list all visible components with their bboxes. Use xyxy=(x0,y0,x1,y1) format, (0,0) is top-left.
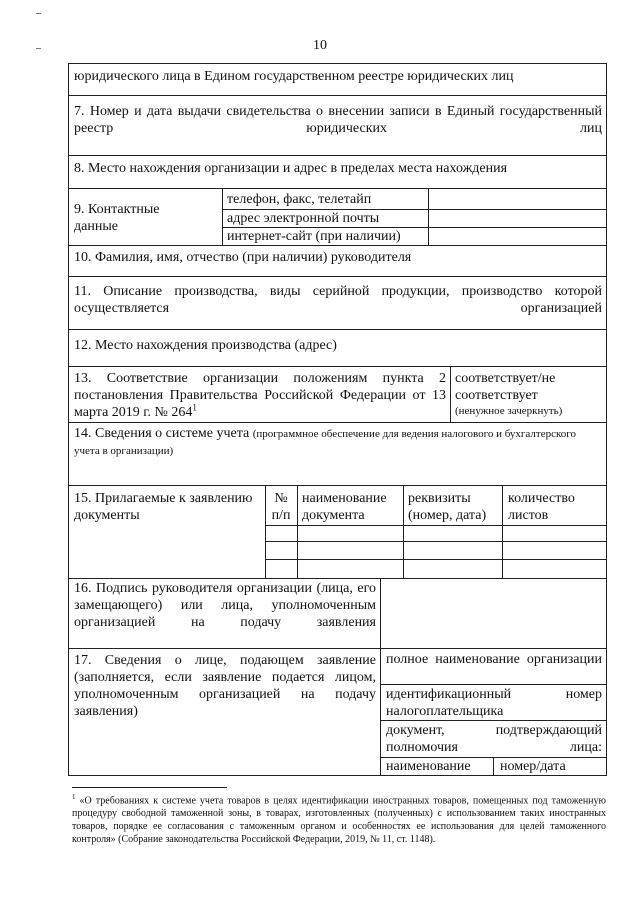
footnote-divider xyxy=(72,787,227,788)
contact-website-label: интернет-сайт (при наличии) xyxy=(227,229,401,244)
applicant-inn-label: идентификационный номер налогоплательщика xyxy=(386,687,602,719)
row-17-label: 17. Сведения о лице, подающем заявление (заполняется, если заявление подается лицом, уполномоченным организацией на подачу заявления) xyxy=(74,653,376,719)
col-sheets-header: количество листов xyxy=(508,491,575,523)
row-13-label xyxy=(74,370,446,421)
col-details-header: реквизиты (номер, дата) xyxy=(408,491,487,523)
row-9-label: 9. Контактные данные xyxy=(74,202,160,234)
row-14-label xyxy=(74,425,602,459)
footnote-mark: 1 xyxy=(72,793,76,801)
row-7-label: 7. Номер и дата выдачи свидетельства о внесении записи в Единый государственный реестр юридических лиц xyxy=(74,104,602,136)
page-number: 10 xyxy=(313,38,327,53)
margin-mark xyxy=(36,48,41,49)
row-13-note: (ненужное зачеркнуть) xyxy=(455,405,563,417)
contact-email-label: адрес электронной почты xyxy=(227,211,380,226)
margin-mark xyxy=(36,13,41,14)
col-number-header: № п/п xyxy=(271,491,291,523)
applicant-authority-doc-label: документ, подтверждающий полномочия лица: xyxy=(386,723,602,755)
footnote xyxy=(72,791,606,846)
applicant-full-name-label: полное наименование организации xyxy=(386,652,602,667)
row-16-label: 16. Подпись руководителя организации (лица, его замещающего) или лица, уполномоченным организацией на подачу заявления xyxy=(74,581,376,630)
row-10-label: 10. Фамилия, имя, отчество (при наличии) руководителя xyxy=(74,250,412,265)
row-15-label: 15. Прилагаемые к заявлению документы xyxy=(74,491,253,523)
authority-doc-name-label: наименование xyxy=(386,759,471,774)
row-8-label: 8. Место нахождения организации и адрес в пределах места нахождения xyxy=(74,161,508,176)
row-14-note: (программное обеспечение для ведения налогового и бухгалтерского учета в организации) xyxy=(74,428,576,457)
row-13-text: 13. Соответствие организации положениям пункта 2 постановления Правительства Российской Федерации от 13 марта 2019 г. № 264 xyxy=(74,371,446,420)
row-11-label: 11. Описание производства, виды серийной продукции, производство которой осуществляется организацией xyxy=(74,284,602,316)
footnote-ref: 1 xyxy=(192,402,197,413)
row-14-text: 14. Сведения о системе учета xyxy=(74,426,250,441)
row-13-option-2: соответствует xyxy=(455,388,538,403)
row-continuation: юридического лица в Едином государственном реестре юридических лиц xyxy=(74,69,514,84)
row-13-option-1: соответствует/не xyxy=(455,371,556,386)
footnote-text: «О требованиях к системе учета товаров в целях идентификации иностранных товаров, помещенных под таможенную процедуру свободной таможенной зоны, в товарах, изготовленных (полученных) с использованием таких иностранных товаров, порядке ее согласования с таможенным органом и особенностях ее использования для целей таможенного контроля» (Собрание законодательства Российской Федерации, 2019, № 11, ст. 1148). xyxy=(72,795,607,846)
col-doc-name-header: наименование документа xyxy=(302,491,387,523)
authority-doc-number-label: номер/дата xyxy=(500,759,566,774)
contact-phone-label: телефон, факс, телетайп xyxy=(227,192,372,207)
row-12-label: 12. Место нахождения производства (адрес) xyxy=(74,338,337,353)
